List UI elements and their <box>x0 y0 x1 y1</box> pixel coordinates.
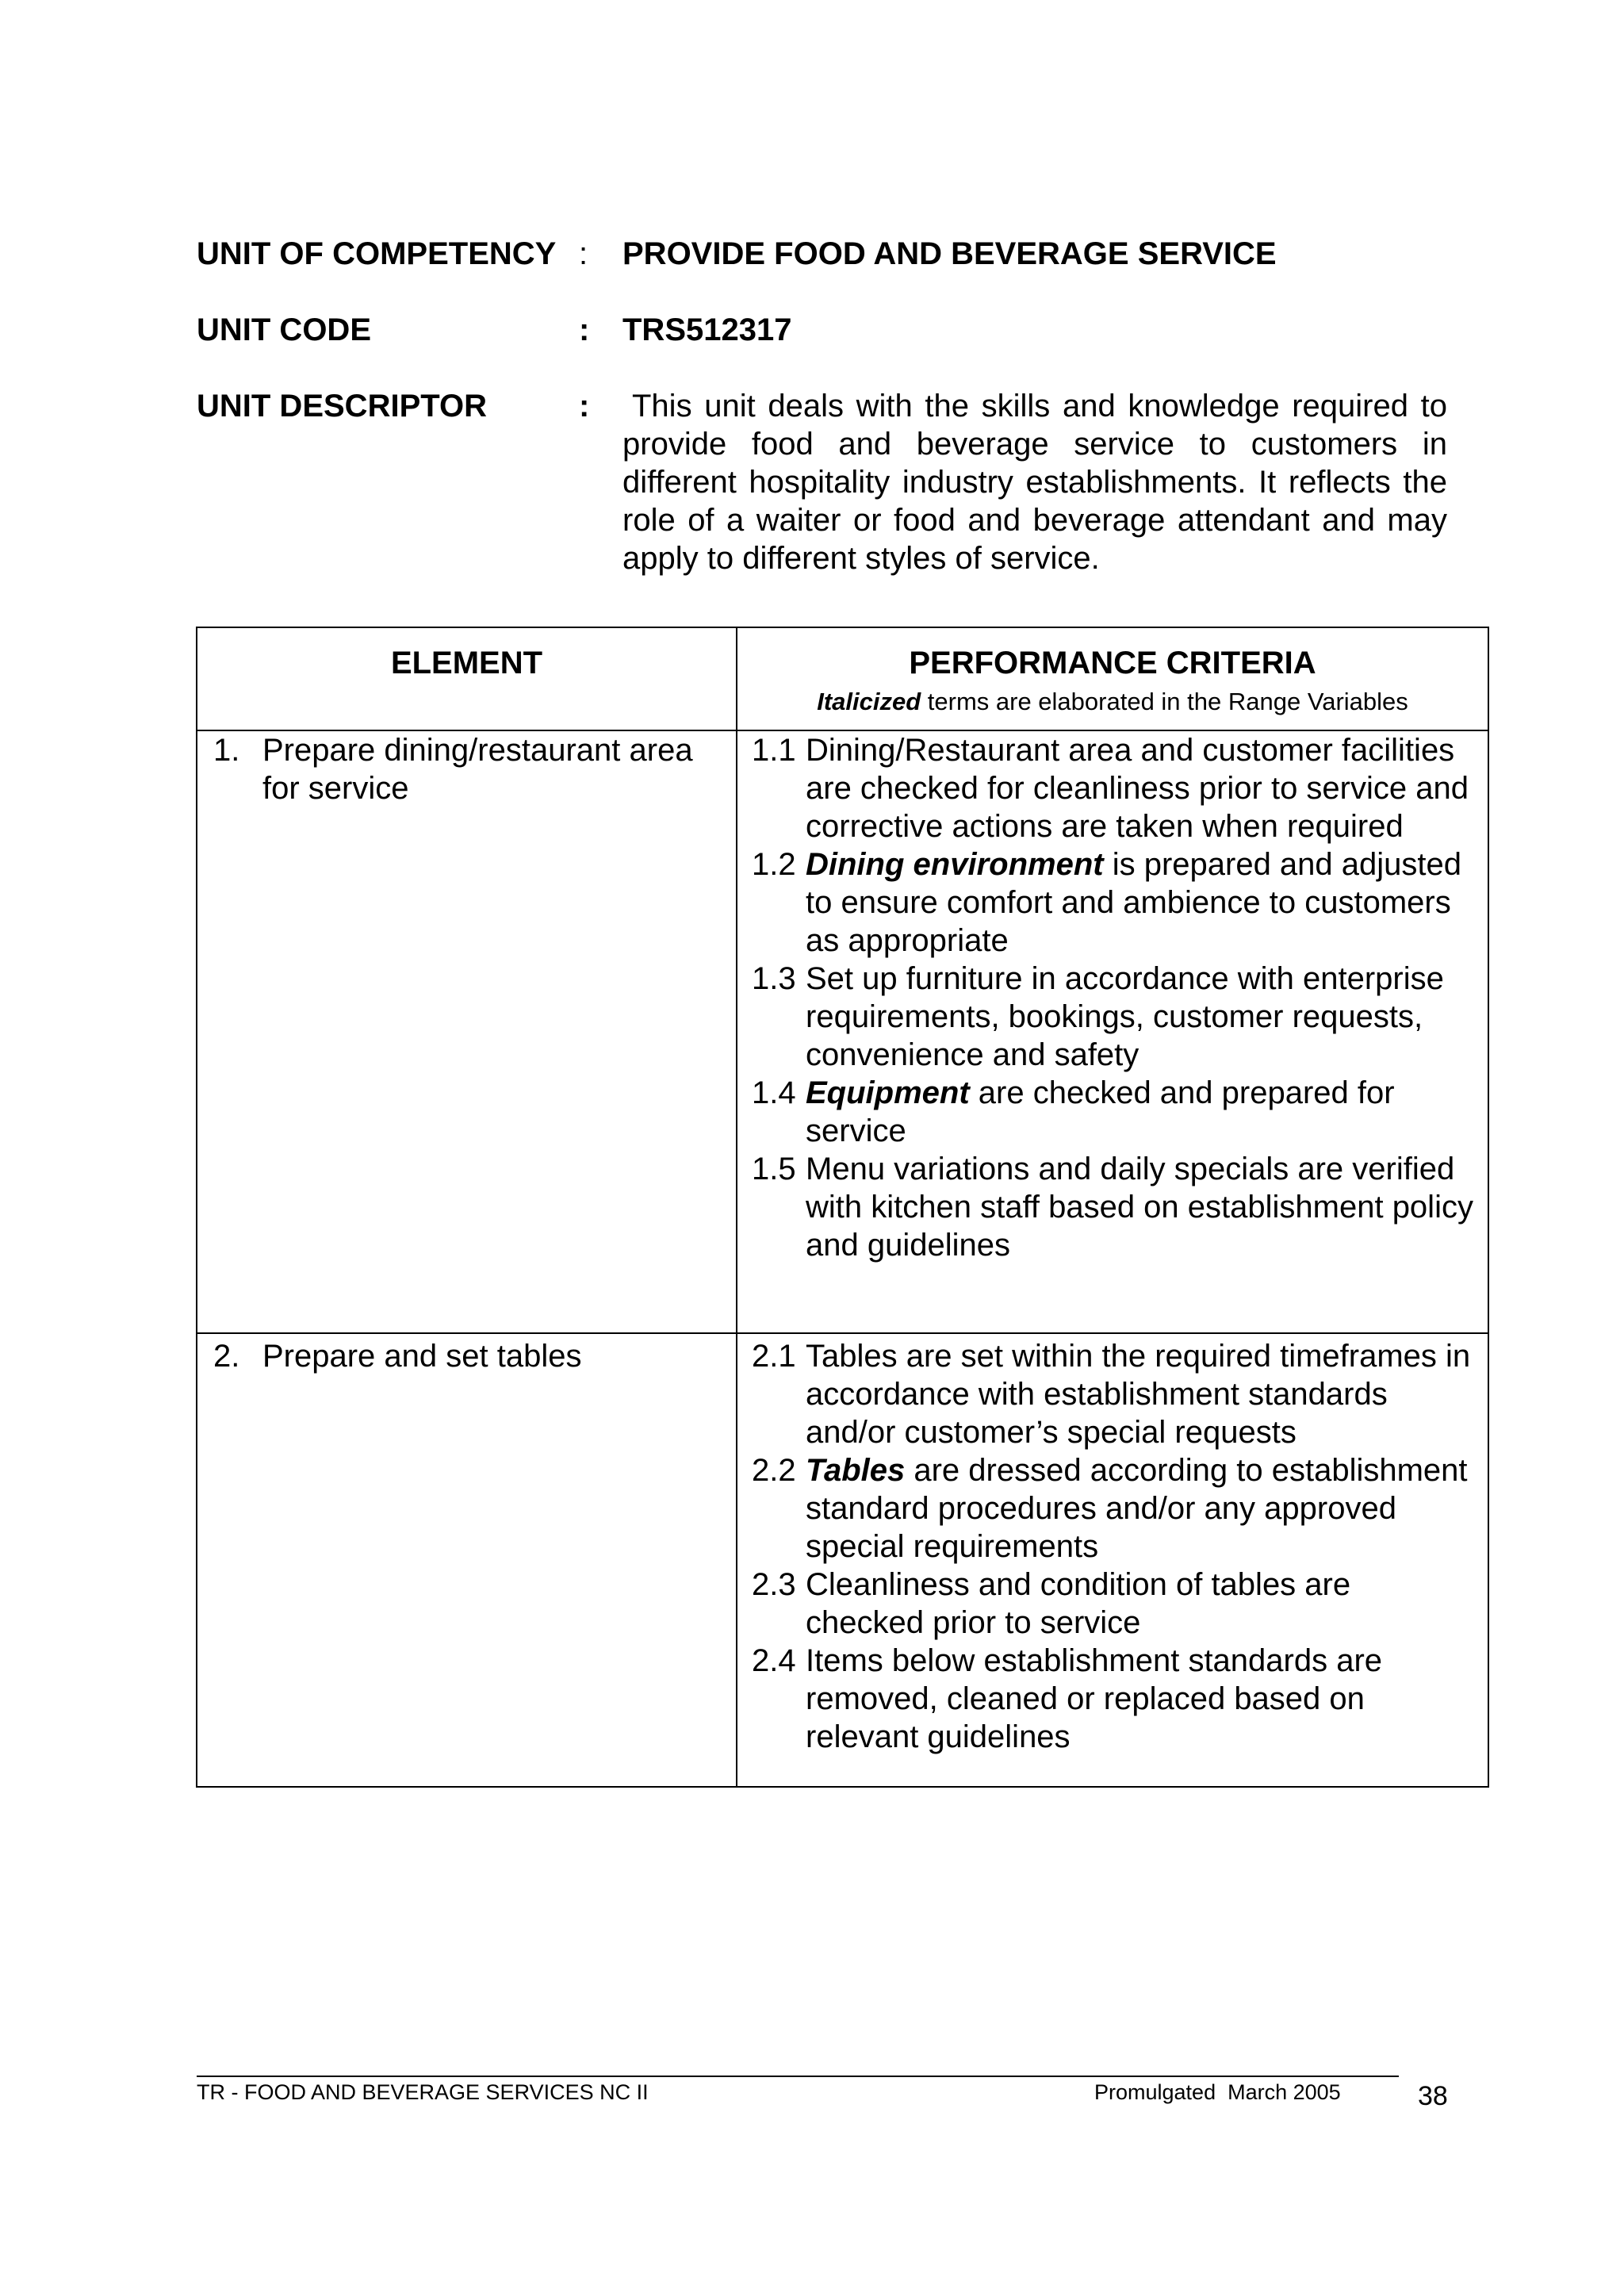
criterion-body: Items below establishment standards are removed, cleaned or replaced based on relevant guidelines <box>806 1643 1383 1754</box>
italicized-word: Italicized <box>817 688 921 715</box>
criterion-number: 1.5 <box>752 1152 796 1186</box>
criterion-body: are checked and prepared for service <box>806 1075 1395 1148</box>
criterion-body: are dressed according to establishment standard procedures and/or any approved special requirements <box>806 1453 1468 1564</box>
criterion-number: 1.2 <box>752 847 796 882</box>
unit-code-label: UNIT CODE <box>197 312 371 347</box>
table-row <box>197 1333 1488 1787</box>
criterion-item <box>752 845 1473 960</box>
range-term: Tables <box>806 1453 906 1488</box>
criterion-number: 2.3 <box>752 1567 796 1602</box>
unit-code-colon: : <box>579 312 590 347</box>
criterion-body: Cleanliness and condition of tables are checked prior to service <box>806 1567 1351 1640</box>
unit-descriptor-label: UNIT DESCRIPTOR <box>197 389 487 424</box>
criteria-cell <box>737 1333 1488 1787</box>
criterion-text <box>806 1337 1473 1451</box>
element-text: Prepare dining/restaurant area for service <box>262 733 693 806</box>
range-variables-note <box>737 682 1488 717</box>
criterion-number: 1.1 <box>752 733 796 768</box>
competency-colon: : <box>579 236 588 271</box>
criterion-text <box>806 1566 1473 1642</box>
criterion-body: Tables are set within the required timeframes in accordance with establishment standards and/or customer’s special requests <box>806 1339 1471 1450</box>
range-term: Equipment <box>806 1075 970 1110</box>
range-term: Dining environment <box>806 847 1104 882</box>
range-note-rest: terms are elaborated in the Range Variables <box>921 688 1408 715</box>
competency-label: UNIT OF COMPETENCY <box>197 236 557 271</box>
footer-promulgated: Promulgated March 2005 <box>1094 2080 1341 2104</box>
criterion-body: Set up furniture in accordance with enterprise requirements, bookings, customer requests, convenience and safety <box>806 961 1444 1072</box>
element-number: 2. <box>213 1339 240 1374</box>
criterion-body: Menu variations and daily specials are verified with kitchen staff based on establishment policy and guidelines <box>806 1152 1473 1263</box>
criterion-item <box>752 1074 1473 1150</box>
competency-value: PROVIDE FOOD AND BEVERAGE SERVICE <box>622 236 1277 271</box>
criterion-number: 1.4 <box>752 1075 796 1110</box>
criterion-item <box>752 1150 1473 1264</box>
criterion-text <box>806 845 1473 960</box>
page-number: 38 <box>1418 2081 1448 2111</box>
unit-descriptor-text: This unit deals with the skills and knowledge required to provide food and beverage service to customers in different hospitality industry establishments. It reflects the role of a waiter or food and beverage attendant and may apply to different styles of service. <box>622 389 1447 576</box>
criterion-text <box>806 960 1473 1074</box>
criterion-text <box>806 1451 1473 1566</box>
criterion-text <box>806 1150 1473 1264</box>
unit-descriptor-colon: : <box>579 389 590 424</box>
criterion-body: is prepared and adjusted to ensure comfort and ambience to customers as appropriate <box>806 847 1462 958</box>
criterion-body: Dining/Restaurant area and customer facilities are checked for cleanliness prior to service and corrective actions are taken when required <box>806 733 1469 844</box>
criterion-number: 2.2 <box>752 1453 796 1488</box>
element-text: Prepare and set tables <box>262 1339 582 1374</box>
element-cell <box>197 730 737 1333</box>
criteria-cell <box>737 730 1488 1333</box>
criterion-text <box>806 1642 1473 1756</box>
element-header: ELEMENT <box>390 646 543 680</box>
criterion-text <box>806 731 1473 845</box>
criterion-item <box>752 960 1473 1074</box>
criterion-item <box>752 1642 1473 1756</box>
criterion-number: 2.1 <box>752 1339 796 1374</box>
footer-title: TR - FOOD AND BEVERAGE SERVICES NC II <box>197 2080 649 2104</box>
unit-code-value: TRS512317 <box>622 312 792 347</box>
criterion-item <box>752 1451 1473 1566</box>
criterion-text <box>806 1074 1473 1150</box>
element-number: 1. <box>213 733 240 768</box>
criteria-header-cell <box>737 627 1488 730</box>
competency-table <box>196 627 1489 1788</box>
footer-divider <box>197 2076 1399 2077</box>
criteria-header: PERFORMANCE CRITERIA <box>909 646 1316 680</box>
criterion-item <box>752 1566 1473 1642</box>
criterion-number: 2.4 <box>752 1643 796 1678</box>
table-row <box>197 730 1488 1333</box>
element-cell <box>197 1333 737 1787</box>
criterion-item <box>752 1337 1473 1451</box>
table-header-row <box>197 627 1488 730</box>
criterion-number: 1.3 <box>752 961 796 996</box>
criterion-item <box>752 731 1473 845</box>
element-header-cell <box>197 627 737 730</box>
